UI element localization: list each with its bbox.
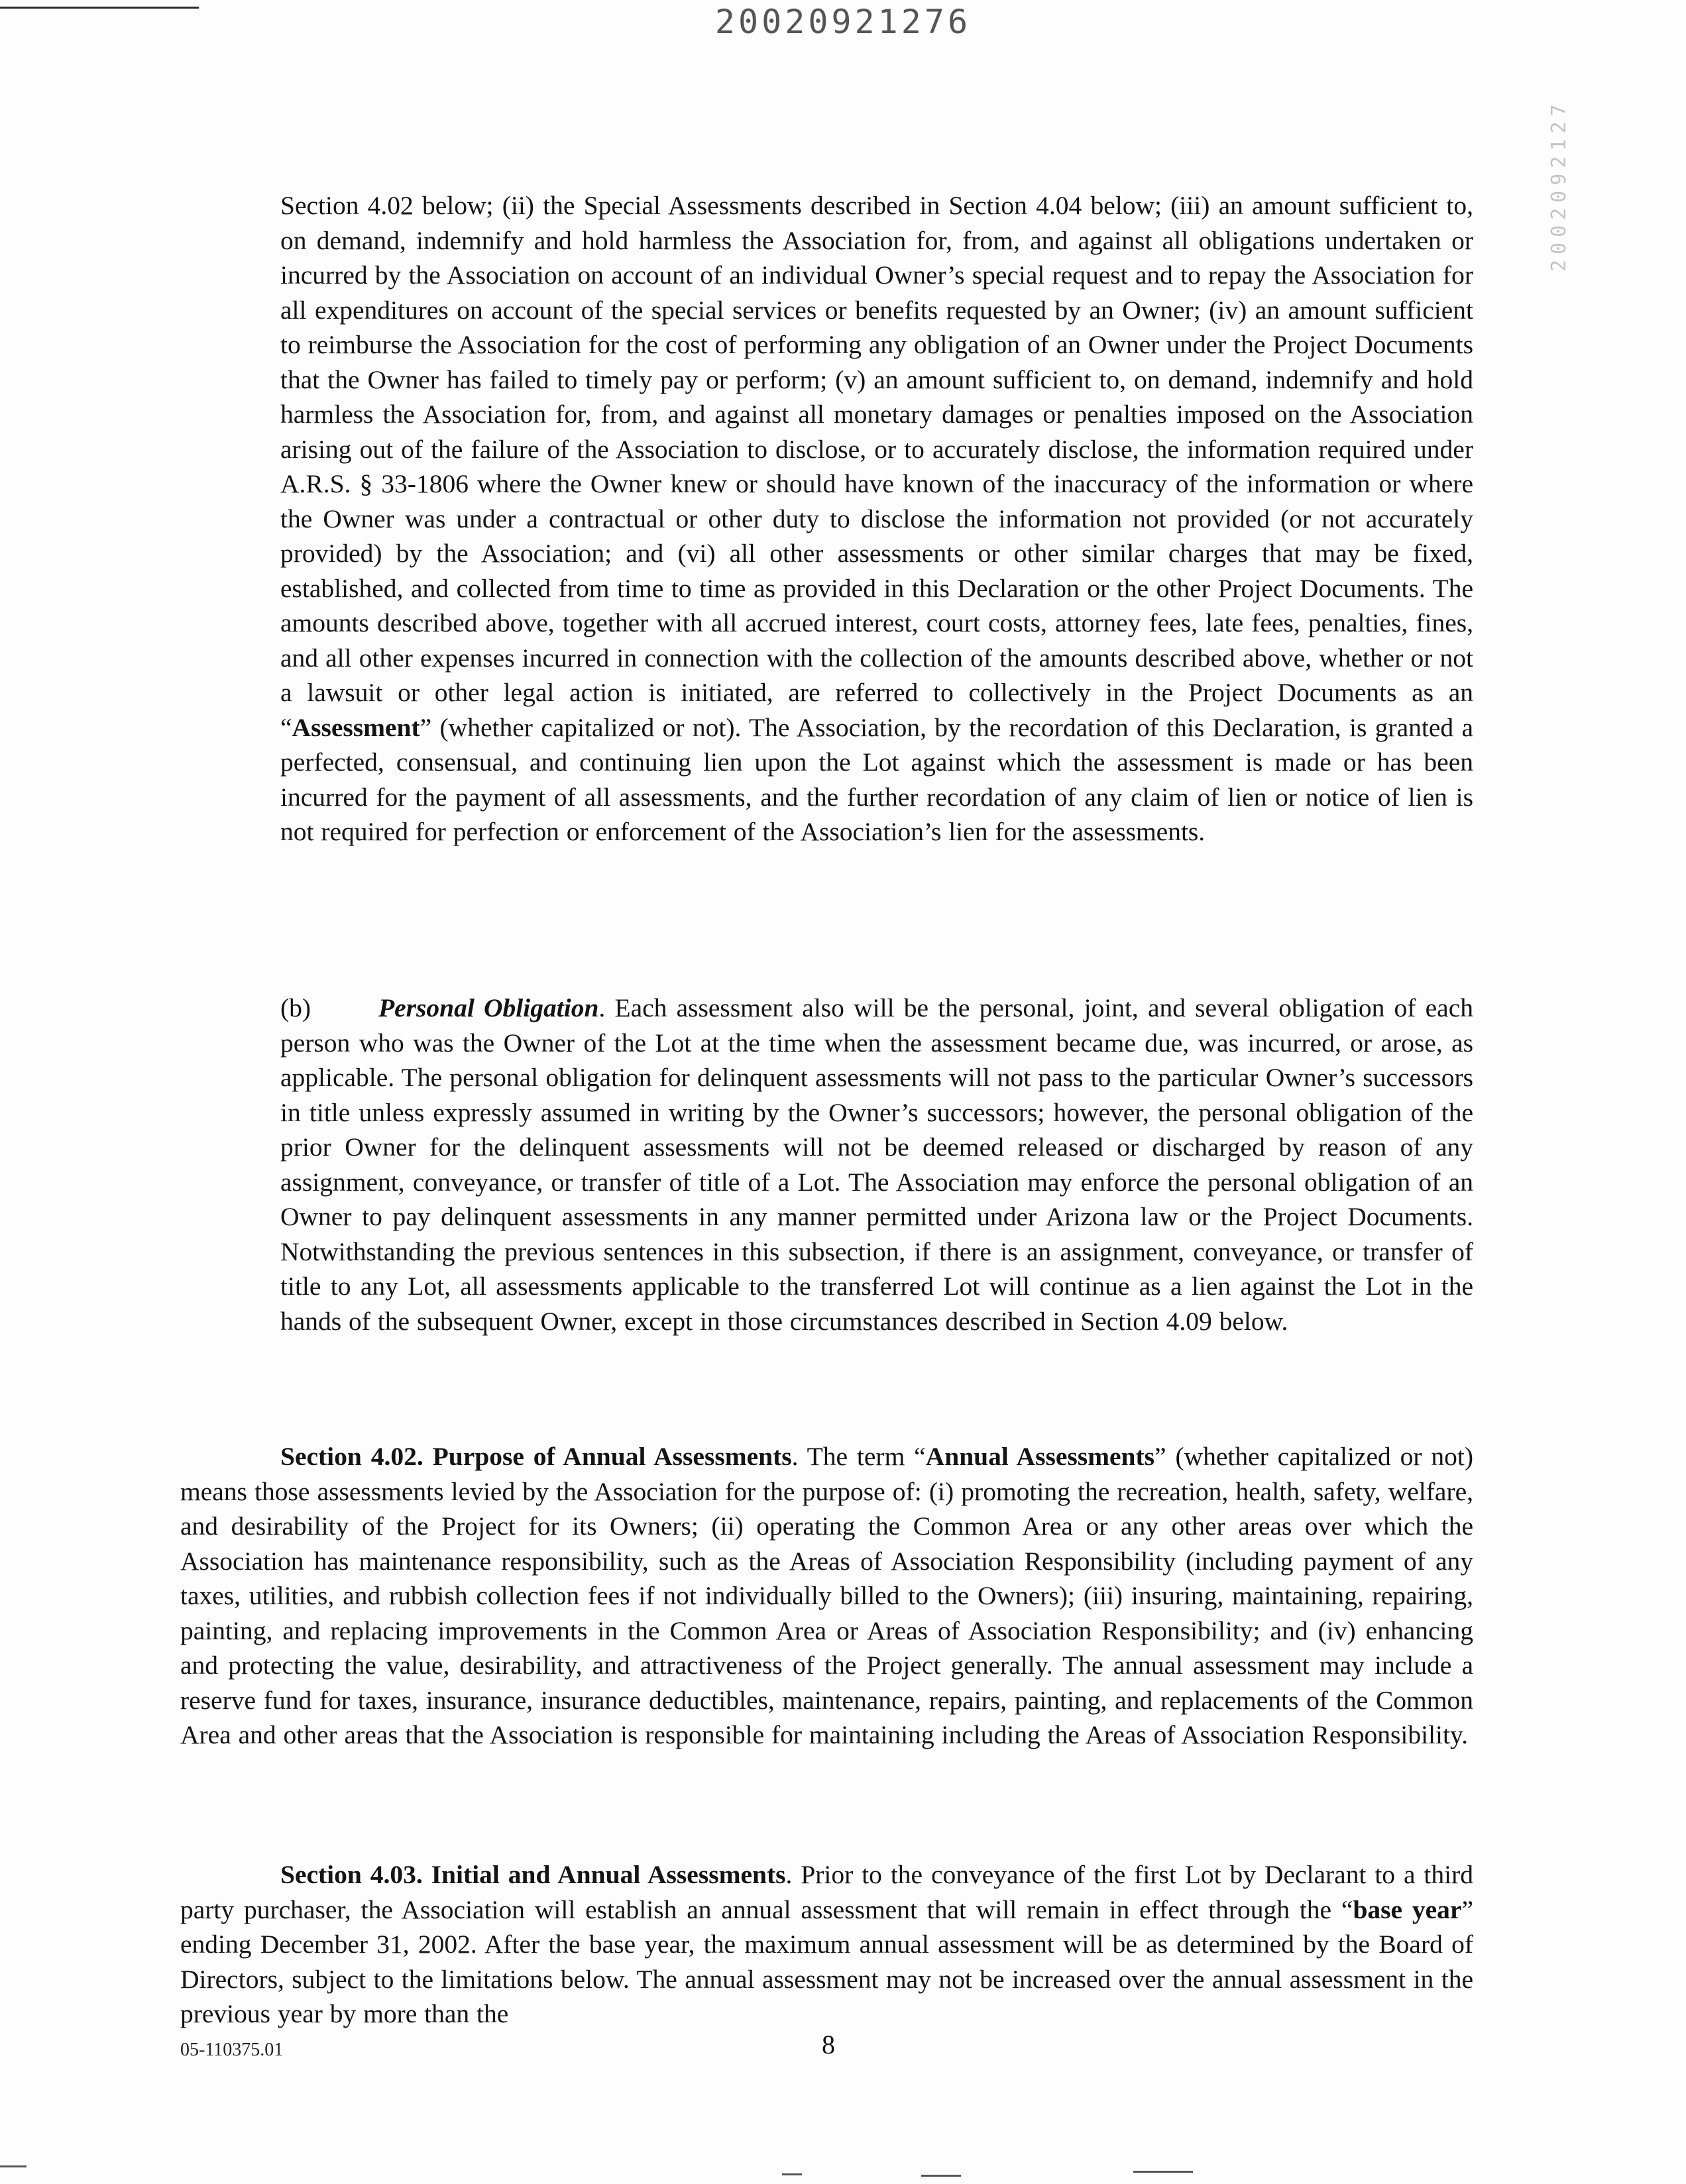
p4-term-base-year: base year (1353, 1894, 1462, 1924)
p3-term-annual-assessments: Annual Assessments (925, 1442, 1155, 1471)
p3-text-a: . The term “ (791, 1442, 926, 1471)
p4-text-b: ” ending December 31, 2002. After the base year, the maximum annual assessment will be as determined by the Board of Directors, subject to the limitations below. The annual assessment may not be increased over the annual assessment in the previous year by more than the (180, 1894, 1473, 2028)
personal-obligation-paragraph (280, 991, 1473, 1338)
scan-mark (782, 2173, 802, 2175)
page-number: 8 (822, 2030, 835, 2059)
section-4-03-heading: Section 4.03. Initial and Annual Assessments (280, 1860, 786, 1889)
p1-text-b: ” (whether capitalized or not). The Association, by the recordation of this Declaration, is granted a perfected, consensual, and continuing lien upon the Lot against which the assessment is made or has been incurred for the payment of all assessments, and the further recordation of any claim of lien or notice of lien is not required for perfection or enforcement of the Association’s lien for the assessments. (280, 712, 1473, 846)
p3-text-b: ” (whether capitalized or not) means those assessments levied by the Association for the purpose of: (i) promoting the recreation, health, safety, welfare, and desirability of the Project for its Owners; (ii) operating the Common Area or any other areas over which the Association has maintenance responsibility, such as the Areas of Association Responsibility (including payment of any taxes, utilities, and rubbish collection fees if not individually billed to the Owners); (iii) insuring, maintaining, repairing, painting, and replacing improvements in the Common Area or Areas of Association Responsibility; and (iv) enhancing and protecting the value, desirability, and attractiveness of the Project generally. The annual assessment may include a reserve fund for taxes, insurance, insurance deductibles, maintenance, repairs, painting, and replacements of the Common Area and other areas that the Association is responsible for maintaining including the Areas of Association Responsibility. (180, 1442, 1473, 1749)
section-4-02-paragraph (180, 1439, 1473, 1753)
footer-document-id: 05-110375.01 (180, 2040, 284, 2060)
subsection-label: (b) (280, 993, 311, 1022)
assessment-definition-paragraph (280, 188, 1473, 849)
p2-text: . Each assessment also will be the personal, joint, and several obligation of each person who was the Owner of the Lot at the time when the assessment became due, was incurred, or arose, as applicable. The personal obligation for delinquent assessments will not pass to the particular Owner’s successors in title unless expressly assumed in writing by the Owner’s successors; however, the personal obligation of the prior Owner for the delinquent assessments will not be deemed released or discharged by reason of any assignment, conveyance, or transfer of title of a Lot. The Association may enforce the personal obligation of an Owner to pay delinquent assessments in any manner permitted under Arizona law or the Project Documents. Notwithstanding the previous sentences in this subsection, if there is an assignment, conveyance, or transfer of title to any Lot, all assessments applicable to the transferred Lot will continue as a lien against the Lot in the hands of the subsequent Owner, except in those circumstances described in Section 4.09 below. (280, 993, 1473, 1336)
scan-mark (0, 2165, 27, 2167)
p1-text-a: Section 4.02 below; (ii) the Special Assessments described in Section 4.04 below; (iii) an amount sufficient to, on demand, indemnify and hold harmless the Association for, from, and against all obligations undertaken or incurred by the Association on account of an individual Owner’s special request and to repay the Association for all expenditures on account of the special services or benefits requested by an Owner; (iv) an amount sufficient to reimburse the Association for the cost of performing any obligation of an Owner under the Project Documents that the Owner has failed to timely pay or perform; (v) an amount sufficient to, on demand, indemnify and hold harmless the Association for, from, and against all monetary damages or penalties imposed on the Association arising out of the failure of the Association to disclose, or to accurately disclose, the information required under A.R.S. § 33-1806 where the Owner knew or should have known of the inaccuracy of the information or where the Owner was under a contractual or other duty to disclose the information not provided (or not accurately provided) by the Association; and (vi) all other assessments or other similar charges that may be fixed, established, and collected from time to time as provided in this Declaration or the other Project Documents. The amounts described above, together with all accrued interest, court costs, attorney fees, late fees, penalties, fines, and all other expenses incurred in connection with the collection of the amounts described above, whether or not a lawsuit or other legal action is initiated, are referred to collectively in the Project Documents as an “ (280, 191, 1473, 742)
p4-text-a: . Prior to the conveyance of the first Lot by Declarant to a third party purchaser, the Association will establish an annual assessment that will remain in effect through the “ (180, 1860, 1473, 1924)
section-4-02-heading: Section 4.02. Purpose of Annual Assessments (280, 1442, 792, 1471)
personal-obligation-heading: Personal Obligation (378, 993, 599, 1022)
section-4-03-paragraph (180, 1857, 1473, 2032)
scan-mark (1133, 2171, 1193, 2173)
recording-number: 20020921276 (714, 3, 972, 41)
p1-term-assessment: Assessment (292, 712, 420, 742)
scan-mark (921, 2175, 961, 2177)
side-stamp: 2002092127 (1547, 99, 1571, 272)
